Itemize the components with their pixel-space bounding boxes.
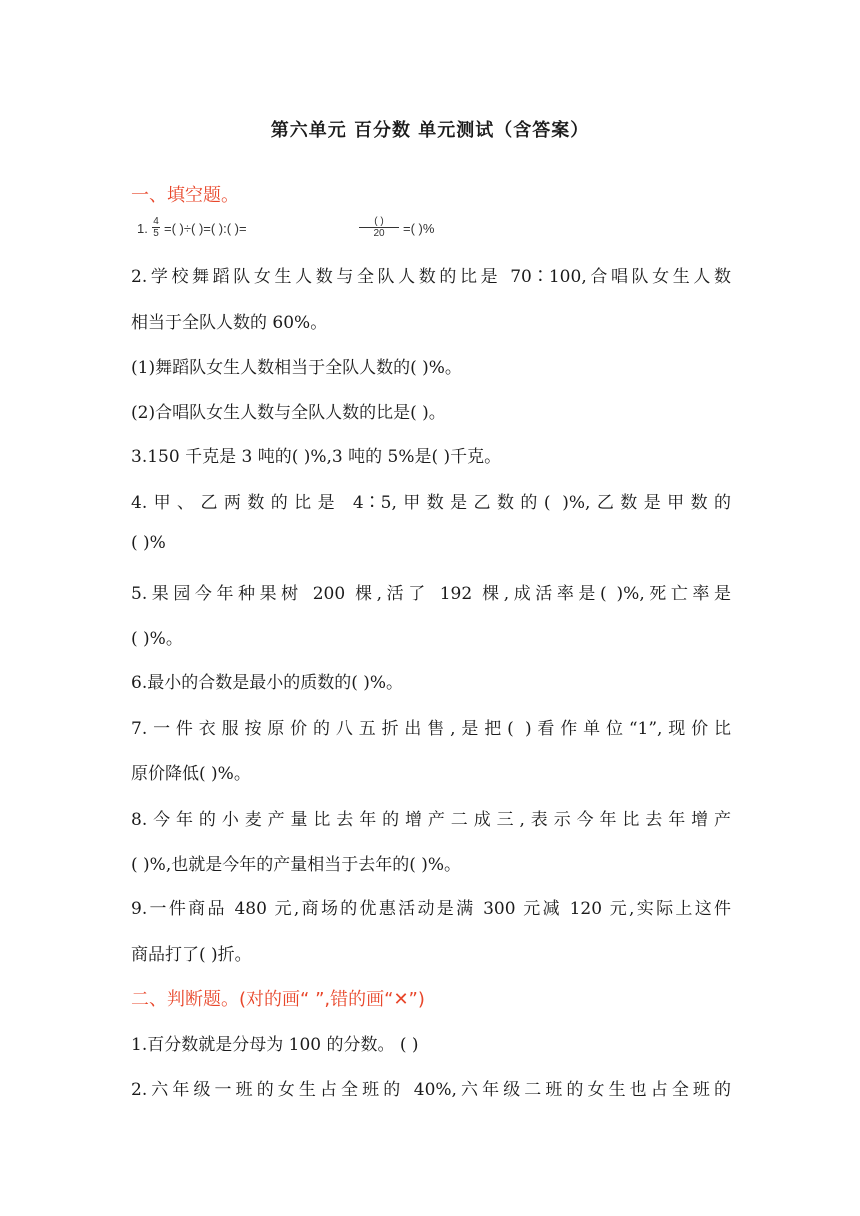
question-4-line-2: ( )% (131, 533, 166, 553)
q1-fraction-20-denominator: 20 (359, 227, 399, 239)
q1-fraction-20-numerator: ( ) (374, 216, 384, 227)
judge-question-1: 1.百分数就是分母为 100 的分数。 ( ) (131, 1035, 419, 1055)
question-6: 6.最小的合数是最小的质数的( )%。 (131, 673, 404, 693)
question-4-line-1: 4.甲、乙两数的比是 4∶5,甲数是乙数的( )%,乙数是甲数的 (131, 493, 731, 513)
page-title: 第六单元 百分数 单元测试（含答案） (270, 120, 590, 141)
question-7-line-2: 原价降低( )%。 (131, 764, 251, 784)
question-2-line-1: 2.学校舞蹈队女生人数与全队人数的比是 70∶100,合唱队女生人数 (131, 267, 731, 287)
q1-number: 1. (137, 221, 148, 236)
question-1-image (131, 213, 461, 241)
question-8-line-1: 8.今年的小麦产量比去年的增产二成三,表示今年比去年增产 (131, 810, 731, 830)
question-2-part-2: (2)合唱队女生人数与全队人数的比是( )。 (131, 403, 446, 423)
q1-fraction-denominator: 5 (153, 228, 159, 239)
question-5-line-1: 5.果园今年种果树 200 棵,活了 192 棵,成活率是( )%,死亡率是 (131, 584, 731, 604)
section-fill-blank-heading: 一、填空题。 (131, 185, 239, 206)
question-8-line-2: ( )%,也就是今年的产量相当于去年的( )%。 (131, 855, 462, 875)
question-3: 3.150 千克是 3 吨的( )%,3 吨的 5%是( )千克。 (131, 447, 502, 467)
q1-fraction (152, 216, 160, 239)
q1-percent: =( )% (403, 221, 435, 236)
question-2-part-1: (1)舞蹈队女生人数相当于全队人数的( )%。 (131, 358, 462, 378)
question-9-line-2: 商品打了( )折。 (131, 945, 252, 965)
question-9-line-1: 9.一件商品 480 元,商场的优惠活动是满 300 元减 120 元,实际上这件 (131, 899, 731, 919)
q1-fraction-numerator: 4 (153, 216, 159, 227)
section-judge-heading: 二、判断题。(对的画“ ”,错的画“✕”) (131, 989, 425, 1010)
judge-question-2: 2.六年级一班的女生占全班的 40%,六年级二班的女生也占全班的 (131, 1080, 731, 1100)
question-5-line-2: ( )%。 (131, 629, 183, 649)
question-2-line-2: 相当于全队人数的 60%。 (131, 313, 328, 333)
question-7-line-1: 7.一件衣服按原价的八五折出售,是把( )看作单位“1”,现价比 (131, 719, 731, 739)
q1-fraction-20 (359, 216, 399, 239)
q1-expression: =( )÷( )=( ):( )= (164, 221, 247, 236)
